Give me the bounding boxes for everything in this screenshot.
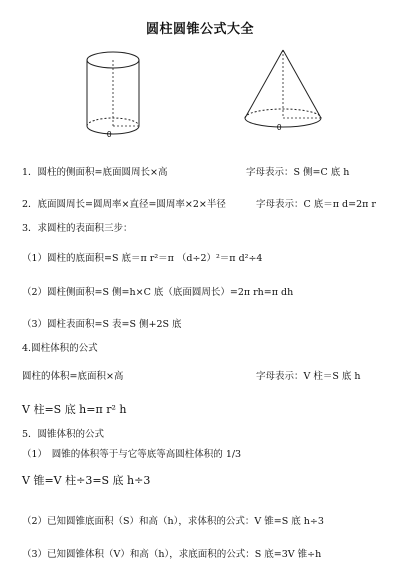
formula-cone-volume: V 锥=V 柱÷3=S 底 h÷3 (22, 474, 151, 487)
formula-surface-area: （3）圆柱表面积=S 表=S 侧+2S 底 (22, 319, 182, 330)
cone-volume-note: （1） 圆锥的体积等于与它等底等高圆柱体积的 1/3 (22, 449, 242, 460)
formula-lateral-area: （2）圆柱侧面积=S 侧=h×C 底（底面圆周长）=2π rh=π dh (22, 287, 294, 298)
formula-base-area: （1）圆柱的底面积=S 底＝π r²＝π （d÷2）²＝π d²÷4 (22, 253, 263, 264)
formula-cylinder-volume-expanded: V 柱=S 底 h=π r² h (22, 403, 127, 416)
formula-cylinder-lateral-area-letters: 字母表示：S 侧=C 底 h (246, 167, 350, 178)
formula-cylinder-lateral-area: 1．圆柱的侧面积=底面圆周长×高 (22, 167, 168, 178)
formula-cylinder-volume-letters: 字母表示：V 柱＝S 底 h (256, 371, 361, 382)
cone-center-label: 0 (277, 123, 282, 132)
formula-cone-base-area: （3）已知圆锥体积（V）和高（h），求底面积的公式：S 底=3V 锥÷h (22, 549, 322, 560)
formula-cylinder-volume: 圆柱的体积=底面积×高 (22, 371, 124, 382)
cylinder-center-label: 0 (107, 130, 112, 139)
formula-base-circumference: 2．底面圆周长=圆周率×直径=圆周率×2×半径 (22, 199, 226, 210)
heading-cone-volume: 5．圆锥体积的公式 (22, 429, 105, 440)
page-title: 圆柱圆锥公式大全 (145, 22, 254, 37)
cone-diagram (236, 44, 336, 144)
formula-cone-volume-from-area: （2）已知圆锥底面积（S）和高（h），求体积的公式：V 锥=S 底 h÷3 (22, 516, 324, 527)
cylinder-diagram (80, 44, 160, 144)
heading-surface-area-steps: 3．求圆柱的表面积三步： (22, 223, 133, 234)
formula-base-circumference-letters: 字母表示：C 底＝π d=2π r (256, 199, 376, 210)
heading-cylinder-volume: 4.圆柱体积的公式 (22, 343, 98, 354)
